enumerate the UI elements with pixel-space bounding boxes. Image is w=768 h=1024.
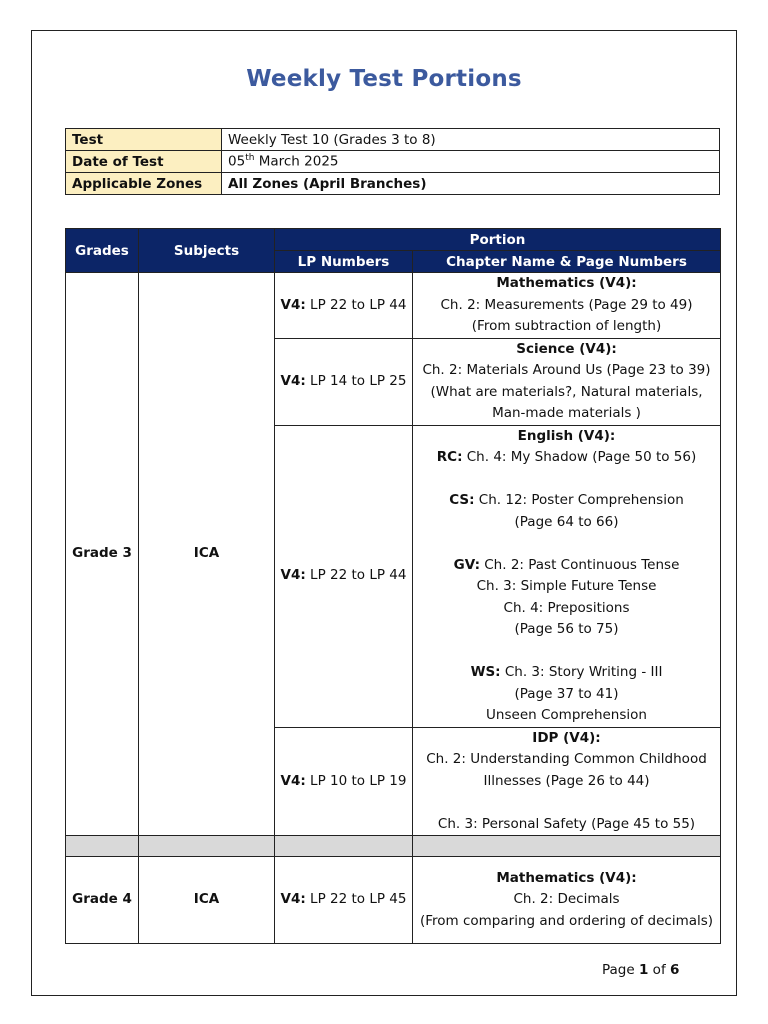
subject-heading: Mathematics (V4): (496, 275, 637, 291)
header-portion: Portion (275, 229, 721, 251)
page-number: Page 1 of 6 (602, 962, 680, 978)
lp-cell: V4: LP 22 to LP 44 (275, 273, 413, 339)
table-row (66, 273, 721, 339)
date-value (222, 151, 720, 173)
header-lp-numbers: LP Numbers (275, 251, 413, 273)
zones-row (66, 173, 720, 195)
table-row (66, 857, 721, 944)
grade-4-cell: Grade 4 (66, 857, 139, 944)
lp-cell: V4: LP 22 to LP 45 (275, 857, 413, 944)
grade-4-subject-cell: ICA (139, 857, 275, 944)
subject-heading: English (V4): (517, 427, 616, 444)
date-suffix: th (245, 153, 255, 164)
portions-table (65, 228, 721, 944)
zones-label: Applicable Zones (66, 173, 222, 195)
test-info-table (65, 128, 720, 195)
grade-3-subject-cell: ICA (139, 273, 275, 836)
header-chapter: Chapter Name & Page Numbers (413, 251, 721, 273)
test-row (66, 129, 720, 151)
header-row-1 (66, 229, 721, 251)
test-value: Weekly Test 10 (Grades 3 to 8) (222, 129, 720, 151)
chapter-cell: IDP (V4): Ch. 2: Understanding Common Childhood Illnesses (Page 26 to 44) Ch. 3: Personal Safety (Page 45 to 55) (413, 727, 721, 836)
chapter-cell: Mathematics (V4): Ch. 2: Measurements (Page 29 to 49) (From subtraction of length) (413, 273, 721, 339)
subject-heading: Mathematics (V4): (496, 869, 637, 886)
date-label: Date of Test (66, 151, 222, 173)
lp-cell: V4: LP 14 to LP 25 (275, 338, 413, 425)
header-grades: Grades (66, 229, 139, 273)
test-label: Test (66, 129, 222, 151)
lp-cell: V4: LP 10 to LP 19 (275, 727, 413, 836)
date-day: 05 (228, 153, 246, 170)
page-title: Weekly Test Portions (246, 66, 522, 92)
date-row (66, 151, 720, 173)
lp-cell: V4: LP 22 to LP 44 (275, 425, 413, 727)
chapter-cell: Mathematics (V4): Ch. 2: Decimals (From comparing and ordering of decimals) (413, 857, 721, 944)
chapter-cell: Science (V4): Ch. 2: Materials Around Us (Page 23 to 39) (What are materials?, Natural materials, Man-made materials ) (413, 338, 721, 425)
grade-3-cell: Grade 3 (66, 273, 139, 836)
subject-heading: IDP (V4): (532, 729, 601, 746)
subject-heading: Science (V4): (516, 340, 617, 357)
separator-row (66, 836, 721, 857)
date-month-year: March 2025 (254, 153, 339, 170)
header-subjects: Subjects (139, 229, 275, 273)
chapter-cell: English (V4): RC: Ch. 4: My Shadow (Page 50 to 56) CS: Ch. 12: Poster Comprehension (Page 64 to 66) GV: Ch. 2: Past Continuous Tense Ch. 3: Simple Future Tense Ch. 4: Prepositions (Page 56 to 75) WS: Ch. 3: Story Writing - III (Page 37 to 41) Unseen Comprehension (413, 425, 721, 727)
zones-value: All Zones (April Branches) (222, 173, 720, 195)
